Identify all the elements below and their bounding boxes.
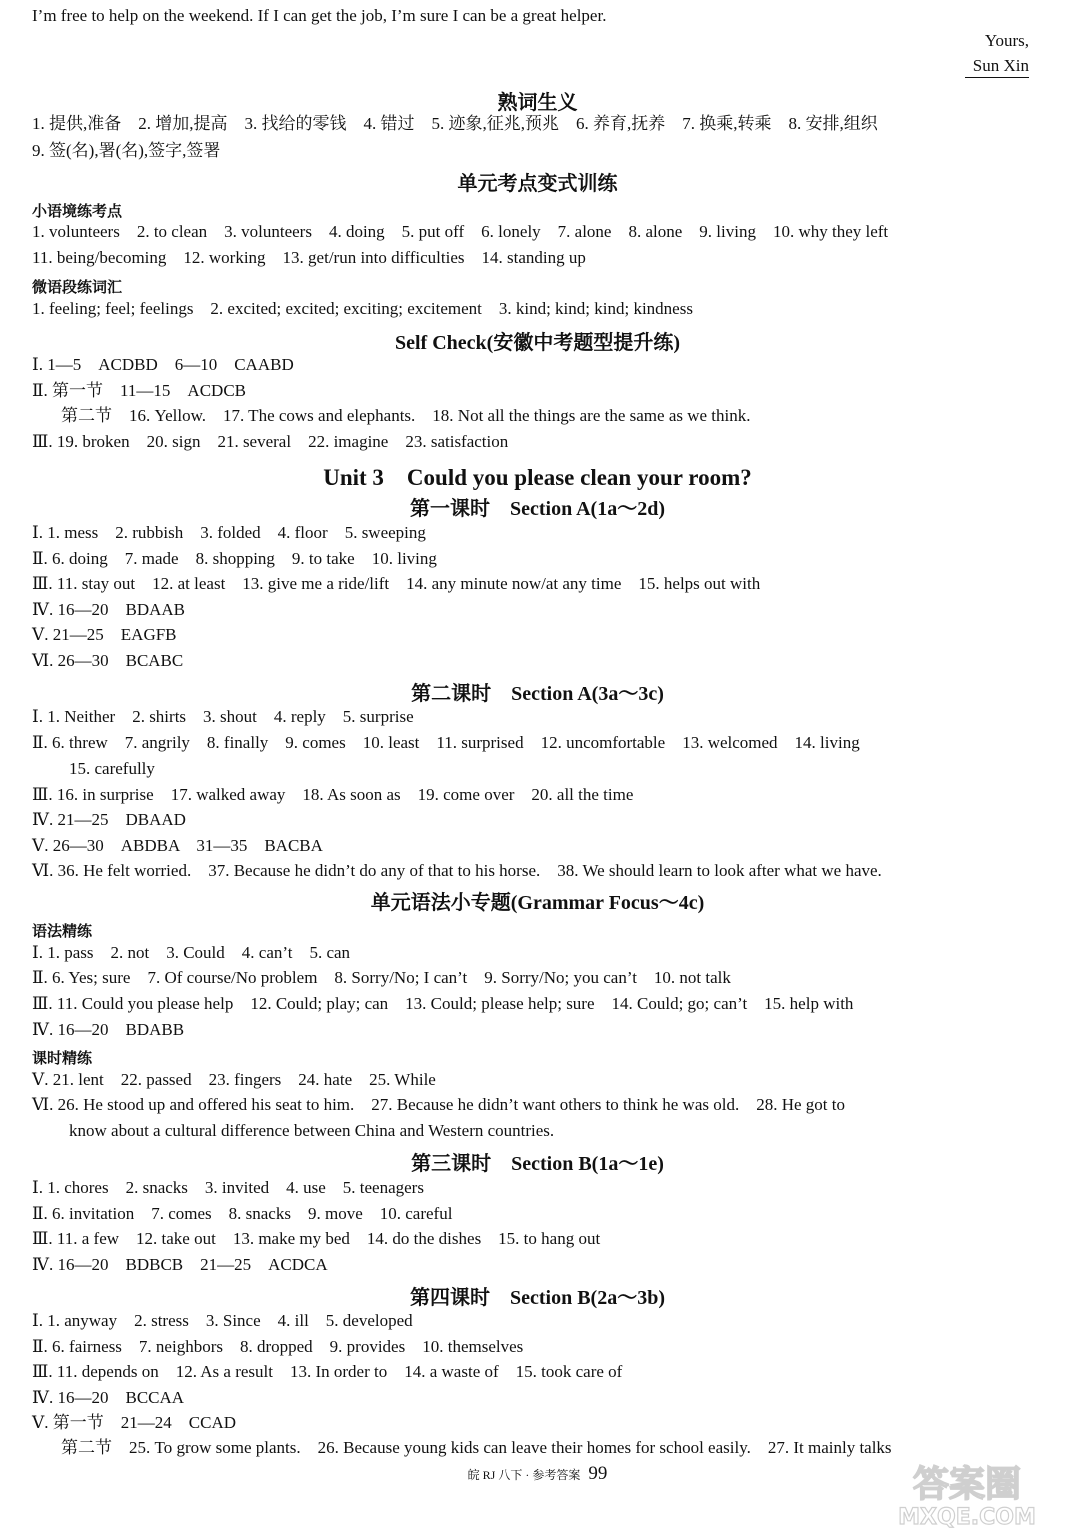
letter-closing: Yours, — [984, 31, 1029, 50]
answer-line: 1. feeling; feel; feelings 2. excited; excited; exciting; excitement 3. kind; kind; kind; kindness — [32, 299, 693, 318]
subheading: 课时精练 — [32, 1049, 93, 1067]
answer-line: Ⅳ. 16—20 BDBCB 21—25 ACDCA — [32, 1255, 328, 1274]
answer-line: Ⅴ. 第一节 21—24 CCAD — [32, 1413, 237, 1432]
answer-line: Ⅵ. 26—30 BCABC — [32, 651, 184, 670]
answer-line: Ⅲ. 11. Could you please help 12. Could; play; can 13. Could; please help; sure 14. Could; go; can’t 15. help with — [32, 994, 854, 1013]
answer-line: 15. carefully — [52, 759, 155, 778]
answer-line: Ⅲ. 11. stay out 12. at least 13. give me a ride/lift 14. any minute now/at any time 15. helps out with — [32, 574, 761, 593]
answer-line: Ⅲ. 11. depends on 12. As a result 13. In order to 14. a waste of 15. took care of — [32, 1362, 623, 1381]
lesson-title-1: 第一课时 Section A(1a～2d) — [410, 498, 665, 520]
answer-line: Ⅵ. 26. He stood up and offered his seat to him. 27. Because he didn’t want others to think he was old. 28. He got to — [32, 1095, 845, 1114]
answer-line: Ⅵ. 36. He felt worried. 37. Because he didn’t do any of that to his horse. 38. We should learn to look after what we have. — [32, 861, 882, 880]
answer-line: Ⅱ. 6. fairness 7. neighbors 8. dropped 9. provides 10. themselves — [32, 1337, 524, 1356]
subheading: 小语境练考点 — [32, 202, 123, 220]
svg-text:答案圈: 答案圈 — [912, 1464, 1022, 1505]
section-title-selfcheck: Self Check(安徽中考题型提升练) — [395, 332, 680, 354]
signature-underline — [965, 77, 1029, 78]
answer-line: Ⅰ. 1—5 ACDBD 6—10 CAABD — [32, 355, 294, 374]
answer-line: know about a cultural difference between China and Western countries. — [52, 1121, 555, 1140]
unit-title: Unit 3 Could you please clean your room? — [323, 465, 752, 490]
answer-line: Ⅳ. 16—20 BDABB — [32, 1020, 185, 1039]
answer-line: Ⅱ. 第一节 11—15 ACDCB — [32, 381, 246, 400]
answer-line: Ⅰ. 1. chores 2. snacks 3. invited 4. use 5. teenagers — [32, 1178, 424, 1197]
answer-line: Ⅰ. 1. Neither 2. shirts 3. shout 4. reply 5. surprise — [32, 707, 414, 726]
answer-line: Ⅲ. 11. a few 12. take out 13. make my bed 14. do the dishes 15. to hang out — [32, 1229, 601, 1248]
answer-line: 1. 提供,准备 2. 增加,提高 3. 找给的零钱 4. 错过 5. 迹象,征兆,预兆 6. 养育,抚养 7. 换乘,转乘 8. 安排,组织 — [32, 114, 878, 133]
answer-line: Ⅲ. 19. broken 20. sign 21. several 22. imagine 23. satisfaction — [32, 432, 509, 451]
answer-line: Ⅰ. 1. pass 2. not 3. Could 4. can’t 5. can — [32, 943, 351, 962]
answer-line: 1. volunteers 2. to clean 3. volunteers 4. doing 5. put off 6. lonely 7. alone 8. alone 9. living 10. why they left — [32, 222, 889, 241]
answer-line: Ⅱ. 6. threw 7. angrily 8. finally 9. comes 10. least 11. surprised 12. uncomfortable 13. welcomed 14. living — [32, 733, 860, 752]
lesson-title-3: 第三课时 Section B(1a～1e) — [411, 1153, 664, 1175]
lesson-title-2: 第二课时 Section A(3a～3c) — [411, 683, 664, 705]
answer-line: Ⅱ. 6. doing 7. made 8. shopping 9. to take 10. living — [32, 549, 437, 568]
answer-line: Ⅳ. 16—20 BCCAA — [32, 1388, 185, 1407]
answer-line: Ⅱ. 6. Yes; sure 7. Of course/No problem 8. Sorry/No; I can’t 9. Sorry/No; you can’t 10. not talk — [32, 968, 731, 987]
subheading: 微语段练词汇 — [32, 278, 123, 296]
answer-line: Ⅴ. 21. lent 22. passed 23. fingers 24. hate 25. While — [32, 1070, 436, 1089]
page-number: 99 — [588, 1463, 608, 1484]
answer-line: Ⅱ. 6. invitation 7. comes 8. snacks 9. move 10. careful — [32, 1204, 453, 1223]
letter-text: I’m free to help on the weekend. If I can get the job, I’m sure I can be a great helper. — [32, 6, 607, 25]
answer-line: 9. 签(名),署(名),签字,签署 — [32, 141, 221, 160]
answer-line: Ⅰ. 1. anyway 2. stress 3. Since 4. ill 5. developed — [32, 1311, 413, 1330]
lesson-title-4: 第四课时 Section B(2a～3b) — [410, 1287, 665, 1309]
letter-signature: Sun Xin — [972, 56, 1029, 75]
section-title-shuci: 熟词生义 — [497, 92, 578, 114]
section-title-bianshi: 单元考点变式训练 — [457, 173, 618, 195]
answer-line: 11. being/becoming 12. working 13. get/run into difficulties 14. standing up — [32, 248, 586, 267]
answer-line: Ⅴ. 21—25 EAGFB — [32, 625, 177, 644]
subheading: 语法精练 — [32, 922, 93, 940]
answer-line: Ⅴ. 26—30 ABDBA 31—35 BACBA — [32, 836, 323, 855]
answer-line: Ⅳ. 16—20 BDAAB — [32, 600, 185, 619]
section-title-grammar: 单元语法小专题(Grammar Focus～4c) — [370, 892, 705, 914]
answer-line: 第二节 16. Yellow. 17. The cows and elephants. 18. Not all the things are the same as we think. — [44, 406, 751, 425]
footer-label: 皖 RJ 八下 · 参考答案 — [467, 1468, 581, 1482]
watermark-logo — [867, 1454, 1067, 1530]
answer-line: Ⅰ. 1. mess 2. rubbish 3. folded 4. floor 5. sweeping — [32, 523, 426, 542]
answer-line: 第二节 25. To grow some plants. 26. Because young kids can leave their homes for school easily. 27. It mainly talks — [44, 1438, 892, 1457]
answer-line: Ⅲ. 16. in surprise 17. walked away 18. As soon as 19. come over 20. all the time — [32, 785, 634, 804]
svg-text:MXQE.COM: MXQE.COM — [898, 1505, 1036, 1530]
answer-line: Ⅳ. 21—25 DBAAD — [32, 810, 186, 829]
